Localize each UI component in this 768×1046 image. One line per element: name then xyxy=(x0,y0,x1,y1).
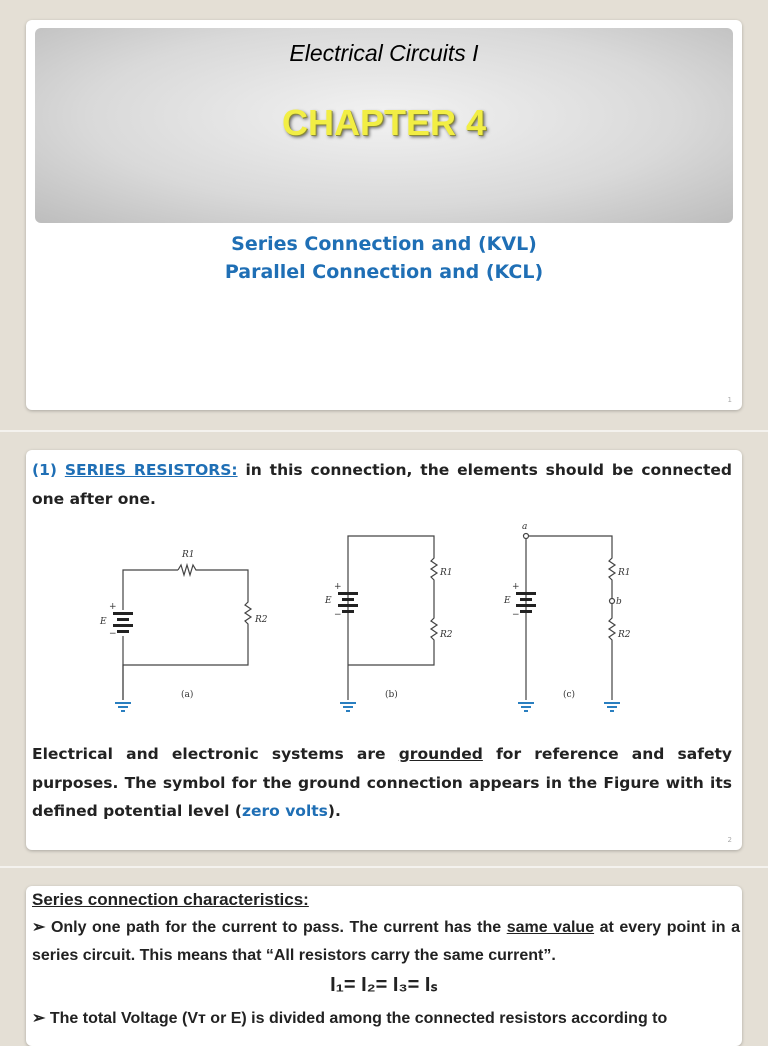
intro-text: in this connection, the elements should be connected one after one. xyxy=(32,461,732,508)
minus-sign: − xyxy=(109,629,117,639)
chapter-title: CHAPTER 4 xyxy=(281,102,487,143)
course-title: Electrical Circuits I xyxy=(289,40,479,66)
minus-sign: − xyxy=(334,610,342,620)
divider xyxy=(0,430,768,432)
title-banner xyxy=(35,28,733,223)
ground-icons xyxy=(115,702,620,712)
plus-sign: + xyxy=(334,582,342,592)
section-number: (1) xyxy=(32,461,57,479)
label-r2: R2 xyxy=(255,615,268,625)
current-equation: I₁= I₂= I₃= Iₛ xyxy=(330,974,438,996)
bullet-same-current xyxy=(32,914,740,970)
label-b: b xyxy=(616,597,622,607)
slide-2 xyxy=(26,450,742,850)
label-r2: R2 xyxy=(618,630,631,640)
text: for reference and safety purposes. The symbol for the ground connection appears in the Figure with its defined potential level ( xyxy=(32,745,733,820)
label-r1: R1 xyxy=(618,568,631,578)
text: ➢ Only one path for the current to pass. The current has the xyxy=(32,919,507,936)
label-e: E xyxy=(504,596,511,606)
label-e: E xyxy=(325,596,332,606)
page-number: 2 xyxy=(727,836,732,844)
text: ). xyxy=(327,802,341,820)
text: Electrical and electronic systems are xyxy=(32,745,399,763)
label-r2: R2 xyxy=(440,630,453,640)
subtitle-parallel: Parallel Connection and (KCL) xyxy=(224,261,544,283)
ground-icon xyxy=(115,702,131,704)
plus-sign: + xyxy=(109,602,117,612)
caption-c: (c) xyxy=(563,690,576,700)
caption-a: (a) xyxy=(181,690,194,700)
subtitle-series: Series Connection and (KVL) xyxy=(231,233,537,255)
caption-b: (b) xyxy=(385,690,398,700)
minus-sign: − xyxy=(512,610,520,620)
text: at every point in a series circuit. This means that “All resistors carry the same current”. xyxy=(32,919,741,964)
page-number: 1 xyxy=(727,396,732,404)
ground-icon xyxy=(604,702,620,704)
slide-3 xyxy=(26,886,742,1046)
divider xyxy=(0,866,768,868)
ground-paragraph xyxy=(32,740,732,826)
ground-icon xyxy=(340,702,356,704)
grounded-term: grounded xyxy=(398,745,483,763)
plus-sign: + xyxy=(512,582,520,592)
ground-icon xyxy=(518,702,534,704)
label-r1: R1 xyxy=(182,550,195,560)
series-intro xyxy=(32,456,732,513)
characteristics-heading: Series connection characteristics: xyxy=(32,890,309,909)
label-r1: R1 xyxy=(440,568,453,578)
label-e: E xyxy=(100,617,107,627)
label-a: a xyxy=(522,522,528,532)
series-circuits-figure xyxy=(26,520,742,720)
same-value-term: same value xyxy=(506,919,595,936)
zero-volts-term: zero volts xyxy=(241,802,328,820)
slide-1 xyxy=(26,20,742,410)
section-heading: SERIES RESISTORS: xyxy=(64,461,238,479)
bullet-voltage-divided: ➢ The total Voltage (Vᴛ or E) is divided among the connected resistors according to xyxy=(32,1010,668,1027)
